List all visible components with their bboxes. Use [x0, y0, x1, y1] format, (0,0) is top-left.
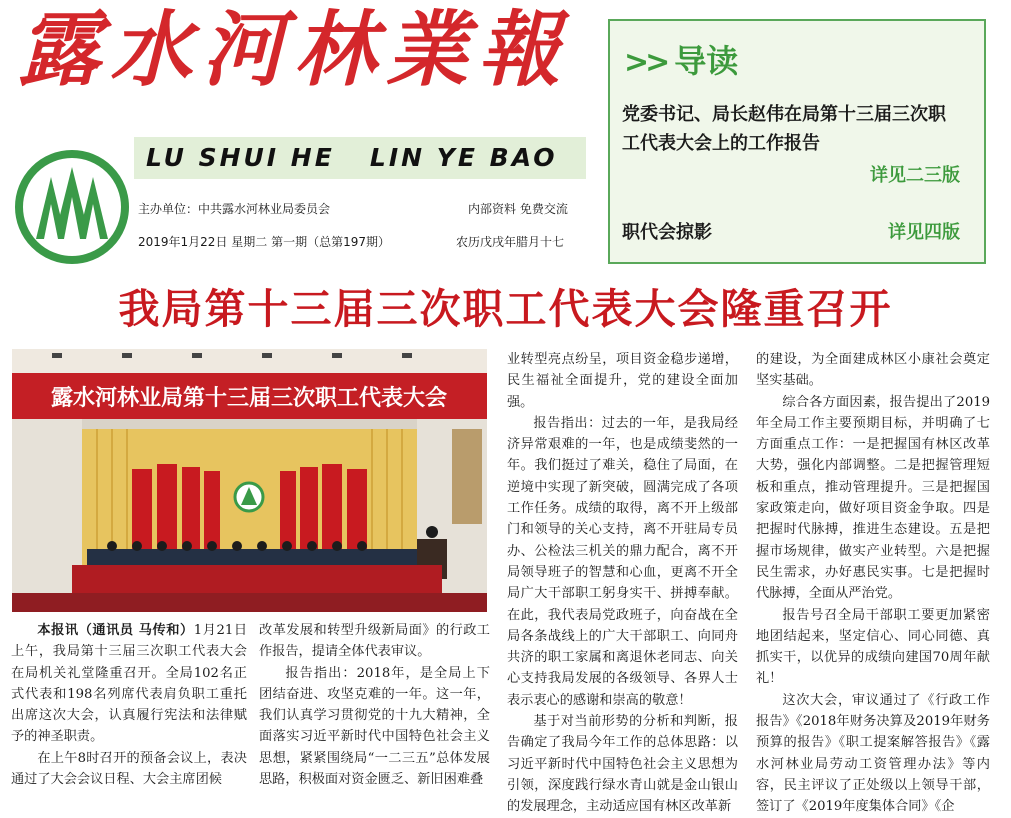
- forest-logo-icon: [14, 149, 130, 265]
- masthead-title: 露水河林業報: [18, 2, 570, 98]
- article-col4-p4: 这次大会，审议通过了《行政工作报告》《2018年财务决算及2019年财务预算的报告》《职工提案解答报告》《露水河林业局劳动工资管理办法》等内容，民主评议了正处级以上领导干部，签订了《2019年度集体合同》《企: [756, 692, 990, 815]
- guide-item-photos[interactable]: 职代会掠影: [622, 222, 712, 243]
- article-column-4: [756, 349, 990, 818]
- guide-item-report[interactable]: 党委书记、局长赵伟在局第十三届三次职工代表大会上的工作报告: [622, 104, 946, 154]
- guide-ref-pages-2-3[interactable]: 详见二三版: [870, 165, 960, 186]
- guide-heading-text: 导读: [674, 42, 739, 80]
- article-col3-p1: 业转型亮点纷呈，项目资金稳步递增，民生福祉全面提升，党的建设全面加强。: [507, 352, 738, 410]
- internal-note: 内部资料 免费交流: [468, 202, 568, 216]
- article-byline: 本报讯（通讯员 马传和）: [37, 623, 194, 638]
- article-col1-p2: 在上午8时召开的预备会议上，表决通过了大会会议日程、大会主席团候: [11, 750, 247, 788]
- article-column-3: [507, 349, 738, 818]
- article-col1-p1: 1月21日上午，我局第十三届三次职工代表大会在局机关礼堂隆重召开。全局102名正式代表和198名列席代表肩负职工重托出席这次大会，认真履行宪法和法律赋予的神圣职责。: [11, 623, 248, 745]
- article-col4-p1: 的建设，为全面建成林区小康社会奠定坚实基础。: [756, 352, 990, 389]
- lunar-date: 农历戊戌年腊月十七: [456, 235, 565, 249]
- sponsor-line: 主办单位：中共露水河林业局委员会: [138, 202, 331, 216]
- main-headline: 我局第十三届三次职工代表大会隆重召开: [118, 285, 893, 333]
- article-column-2: [259, 620, 490, 790]
- conference-photo: [12, 349, 487, 612]
- guide-ref-page-4[interactable]: 详见四版: [888, 222, 960, 243]
- article-col3-p2: 报告指出：过去的一年，是我局经济异常艰难的一年，也是成绩斐然的一年。我们挺过了难关，稳住了局面，在逆境中实现了新突破，圆满完成了各项工作任务。成绩的取得，离不开上级部门和领导的关心支持，离不开驻局专员办、公检法三机关的鼎力配合，离不开局领导班子的智慧和心血，更离不开全局广大干部职工躬身实干、拼搏奉献。在此，我代表局党政班子，向奋战在全局各条战线上的广大干部职工、向同舟共济的职工家属和离退休老同志、向关心支持我局发展的各级领导、各界人士表示衷心的感谢和崇高的敬意！: [507, 415, 738, 708]
- dateline: 2019年1月22日 星期二 第一期（总第197期）: [138, 235, 390, 249]
- article-col4-p3: 报告号召全局干部职工要更加紧密地团结起来，坚定信心、同心同德、真抓实干，以优异的成绩向建国70周年献礼！: [756, 607, 990, 687]
- article-col3-p3: 基于对当前形势的分析和判断，报告确定了我局今年工作的总体思路：以习近平新时代中国特色社会主义思想为引领，深度践行绿水青山就是金山银山的发展理念，主动适应国有林区改革新: [507, 714, 738, 815]
- article-column-1: [11, 620, 247, 790]
- article-col4-p2: 综合各方面因素，报告提出了2019年全局工作主要预期目标，并明确了七方面重点工作：一是把握国有林区改革大势，强化内部调整。二是把握管理短板和重点，推动管理提升。三是把握国家政策走向，做好项目资金争取。四是把握时代脉搏，推进生态建设。五是把握市场规律，做实产业转型。六是把握民生需求，办好惠民实事。七是把握时代脉搏，全面从严治党。: [756, 394, 990, 602]
- double-chevron-icon: >>: [624, 45, 667, 80]
- masthead-pinyin: LU SHUI HE LIN YE BAO: [146, 143, 558, 172]
- article-col2-p1: 改革发展和转型升级新局面》的行政工作报告，提请全体代表审议。: [259, 623, 490, 660]
- guide-heading: [624, 41, 738, 83]
- guide-box: [608, 19, 986, 264]
- article-col2-p2: 报告指出：2018年，是全局上下团结奋进、攻坚克难的一年。这一年，我们认真学习贯彻党的十九大精神，全面落实习近平新时代中国特色社会主义思想，紧紧围绕局“一二三五”总体发展思路，积极面对资金匮乏、新旧困难叠: [259, 665, 490, 788]
- photo-banner-text: 露水河林业局第十三届三次职工代表大会: [50, 386, 448, 411]
